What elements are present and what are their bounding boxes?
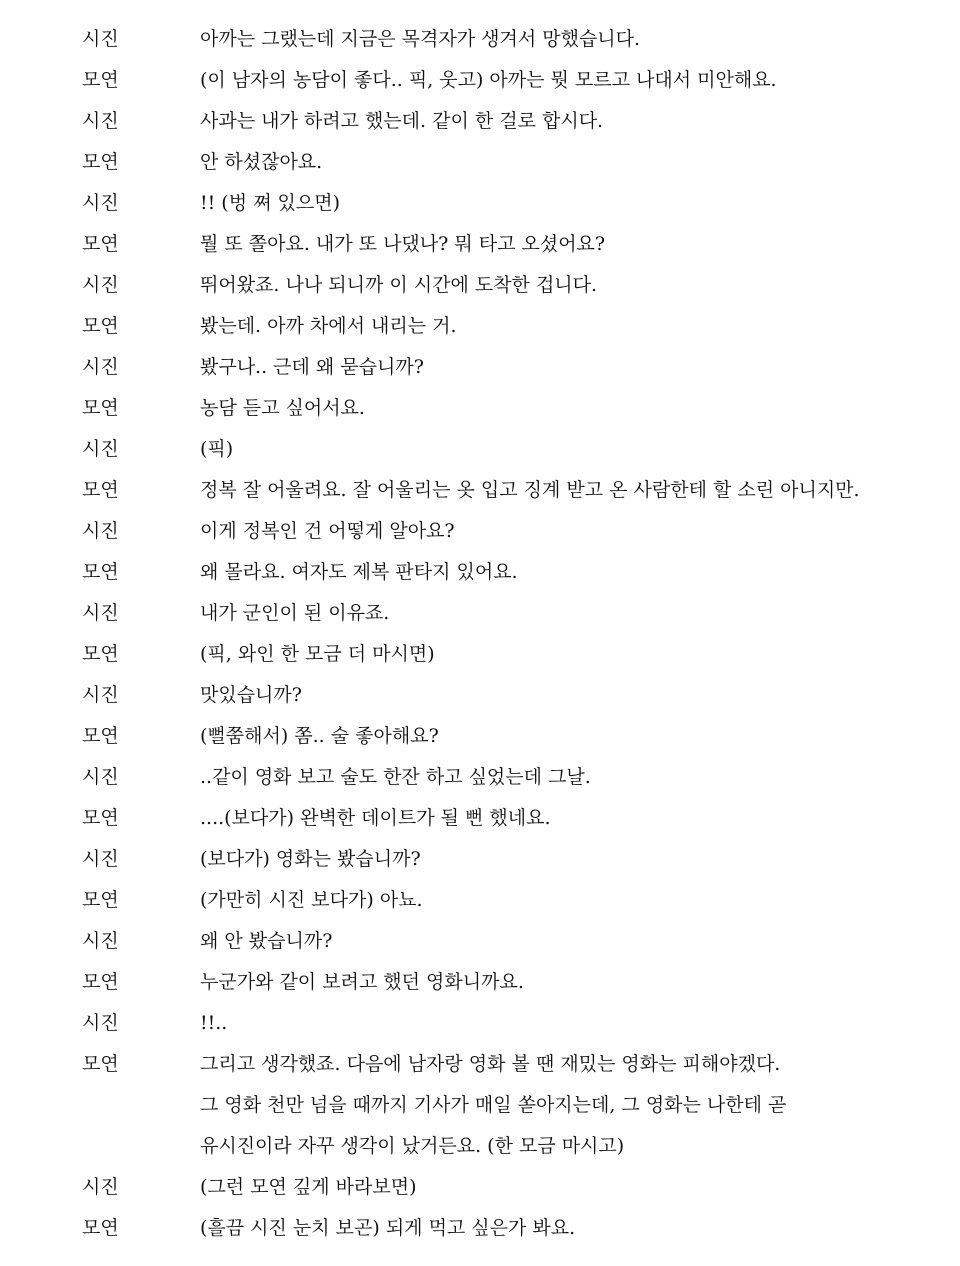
dialogue — [200, 1003, 940, 1044]
speaker-name: 시진 — [82, 438, 119, 460]
script-line — [0, 306, 960, 347]
speaker-name: 시진 — [82, 110, 119, 132]
script-line — [0, 511, 960, 552]
dialogue — [200, 347, 940, 388]
dialogue — [200, 265, 940, 306]
script-line — [0, 880, 960, 921]
speaker-name: 모연 — [82, 479, 119, 501]
dialogue — [200, 634, 940, 675]
dialogue — [200, 142, 940, 183]
speaker-name: 시진 — [82, 274, 119, 296]
speaker-name: 모연 — [82, 807, 119, 829]
dialogue — [200, 675, 940, 716]
dialogue-line: (픽) — [200, 438, 234, 460]
dialogue-line: (이 남자의 농담이 좋다.. 픽, 웃고) 아까는 뭣 모르고 나대서 미안해요. — [200, 69, 777, 91]
dialogue-line: (가만히 시진 보다가) 아뇨. — [200, 889, 423, 911]
dialogue — [200, 921, 940, 962]
script-line — [0, 142, 960, 183]
speaker-name: 시진 — [82, 520, 119, 542]
dialogue-line: ....(보다가) 완벽한 데이트가 될 뻔 했네요. — [200, 807, 551, 829]
speaker-name: 모연 — [82, 69, 119, 91]
script-line — [0, 798, 960, 839]
dialogue — [200, 429, 940, 470]
dialogue-line: (보다가) 영화는 봤습니까? — [200, 848, 421, 870]
speaker-name: 모연 — [82, 1053, 119, 1075]
dialogue-line: 왜 몰라요. 여자도 제복 판타지 있어요. — [200, 561, 518, 583]
dialogue — [200, 1167, 940, 1208]
speaker-name: 시진 — [82, 602, 119, 624]
dialogue-line: 안 하셨잖아요. — [200, 151, 323, 173]
dialogue — [200, 1208, 940, 1249]
dialogue-line: 봤는데. 아까 차에서 내리는 거. — [200, 315, 457, 337]
dialogue-line: 봤구나.. 근데 왜 묻습니까? — [200, 356, 424, 378]
dialogue — [200, 962, 940, 1003]
dialogue — [200, 19, 940, 60]
script-line — [0, 101, 960, 142]
dialogue-line: 정복 잘 어울려요. 잘 어울리는 옷 입고 징계 받고 온 사람한테 할 소린 아니지만. — [200, 479, 860, 501]
speaker-name: 모연 — [82, 315, 119, 337]
dialogue-line: 그리고 생각했죠. 다음에 남자랑 영화 볼 땐 재밌는 영화는 피해야겠다. — [200, 1053, 781, 1075]
script-line — [0, 839, 960, 880]
dialogue — [200, 511, 940, 552]
dialogue-line: 이게 정복인 건 어떻게 알아요? — [200, 520, 455, 542]
dialogue-line: 그 영화 천만 넘을 때까지 기사가 매일 쏟아지는데, 그 영화는 나한테 곧 — [200, 1094, 787, 1116]
speaker-name: 시진 — [82, 356, 119, 378]
script-line — [0, 388, 960, 429]
dialogue-line: !!.. — [200, 1012, 228, 1034]
script-line — [0, 265, 960, 306]
speaker-name: 시진 — [82, 28, 119, 50]
dialogue-line: 뭘 또 쫄아요. 내가 또 나댔나? 뭐 타고 오셨어요? — [200, 233, 606, 255]
script-page — [0, 19, 960, 1249]
dialogue-line: 뛰어왔죠. 나나 되니까 이 시간에 도착한 겁니다. — [200, 274, 598, 296]
speaker-name: 시진 — [82, 192, 119, 214]
script-line — [0, 183, 960, 224]
dialogue-line: 내가 군인이 된 이유죠. — [200, 602, 390, 624]
dialogue — [200, 470, 940, 511]
script-line — [0, 757, 960, 798]
speaker-name: 시진 — [82, 766, 119, 788]
dialogue-line: 맛있습니까? — [200, 684, 302, 706]
script-line — [0, 921, 960, 962]
script-line — [0, 593, 960, 634]
dialogue-line: (픽, 와인 한 모금 더 마시면) — [200, 643, 435, 665]
speaker-name: 모연 — [82, 971, 119, 993]
script-line — [0, 1044, 960, 1167]
dialogue — [200, 552, 940, 593]
speaker-name: 시진 — [82, 848, 119, 870]
dialogue-line: 유시진이라 자꾸 생각이 났거든요. (한 모금 마시고) — [200, 1135, 625, 1157]
speaker-name: 모연 — [82, 889, 119, 911]
speaker-name: 시진 — [82, 1012, 119, 1034]
dialogue — [200, 183, 940, 224]
dialogue-line: (뻘쭘해서) 쫌.. 술 좋아해요? — [200, 725, 439, 747]
speaker-name: 모연 — [82, 233, 119, 255]
script-line — [0, 1208, 960, 1249]
script-line — [0, 60, 960, 101]
dialogue-line: 아까는 그랬는데 지금은 목격자가 생겨서 망했습니다. — [200, 28, 641, 50]
dialogue — [200, 1044, 940, 1167]
dialogue-line: 농담 듣고 싶어서요. — [200, 397, 365, 419]
dialogue — [200, 306, 940, 347]
dialogue — [200, 60, 940, 101]
dialogue — [200, 839, 940, 880]
script-line — [0, 962, 960, 1003]
dialogue — [200, 388, 940, 429]
dialogue — [200, 593, 940, 634]
script-line — [0, 716, 960, 757]
dialogue-line: ..같이 영화 보고 술도 한잔 하고 싶었는데 그날. — [200, 766, 591, 788]
dialogue-line: (흘끔 시진 눈치 보곤) 되게 먹고 싶은가 봐요. — [200, 1217, 576, 1239]
script-line — [0, 1167, 960, 1208]
script-line — [0, 224, 960, 265]
dialogue — [200, 716, 940, 757]
speaker-name: 시진 — [82, 684, 119, 706]
speaker-name: 모연 — [82, 561, 119, 583]
script-line — [0, 675, 960, 716]
speaker-name: 모연 — [82, 725, 119, 747]
dialogue — [200, 880, 940, 921]
script-line — [0, 19, 960, 60]
speaker-name: 모연 — [82, 397, 119, 419]
dialogue — [200, 101, 940, 142]
speaker-name: 모연 — [82, 643, 119, 665]
dialogue — [200, 224, 940, 265]
dialogue-line: !! (벙 쪄 있으면) — [200, 192, 340, 214]
script-line — [0, 634, 960, 675]
script-line — [0, 1003, 960, 1044]
speaker-name: 모연 — [82, 151, 119, 173]
script-line — [0, 552, 960, 593]
dialogue-line: (그런 모연 깊게 바라보면) — [200, 1176, 417, 1198]
dialogue-line: 누군가와 같이 보려고 했던 영화니까요. — [200, 971, 524, 993]
dialogue — [200, 798, 940, 839]
dialogue-line: 왜 안 봤습니까? — [200, 930, 333, 952]
script-line — [0, 347, 960, 388]
speaker-name: 시진 — [82, 930, 119, 952]
script-line — [0, 470, 960, 511]
script-line — [0, 429, 960, 470]
dialogue-line: 사과는 내가 하려고 했는데. 같이 한 걸로 합시다. — [200, 110, 604, 132]
dialogue — [200, 757, 940, 798]
speaker-name: 모연 — [82, 1217, 119, 1239]
speaker-name: 시진 — [82, 1176, 119, 1198]
